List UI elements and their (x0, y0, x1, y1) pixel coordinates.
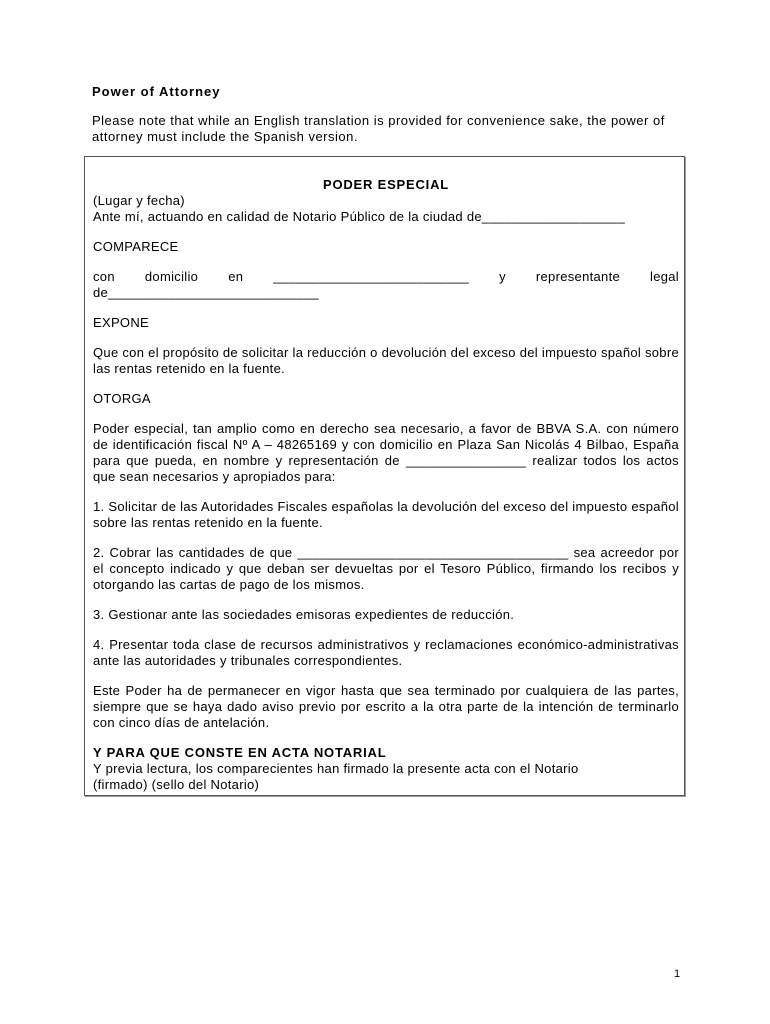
poder-especial-form (84, 156, 685, 796)
representante-word: representante (535, 269, 621, 284)
page-number: 1 (674, 968, 681, 980)
previa-lectura-line: Y previa lectura, los comparecientes han firmado la presente acta con el Notario (93, 761, 579, 776)
ante-notario-line: Ante mí, actuando en calidad de Notario Público de la ciudad de___________________ (93, 209, 625, 224)
domicilio-blank: __________________________ (273, 269, 470, 284)
vigencia-paragraph: Este Poder ha de permanecer en vigor hasta que sea terminado por cualquiera de las partes, siempre que se haya dado aviso previo por escrito a la otra parte de la intención de terminarlo con cinco días de antelación. (93, 683, 679, 730)
representante-blank-line: de____________________________ (93, 285, 319, 300)
y-word: y (499, 269, 506, 284)
document-title: Power of Attorney (92, 84, 221, 99)
lugar-fecha: (Lugar y fecha) (93, 193, 185, 208)
legal-word: legal (650, 269, 679, 284)
list-item-3: 3. Gestionar ante las sociedades emisoras expedientes de reducción. (93, 607, 515, 622)
domicilio-word: domicilio (144, 269, 199, 284)
intro-note: Please note that while an English translation is provided for convenience sake, the power of attorney must include the Spanish version. (92, 113, 665, 144)
list-item-4: 4. Presentar toda clase de recursos administrativos y reclamaciones económico-administrativas ante las autoridades y tribunales correspondientes. (93, 637, 679, 668)
list-item-1: 1. Solicitar de las Autoridades Fiscales españolas la devolución del exceso del impuesto español sobre las rentas retenido en la fuente. (93, 499, 679, 530)
firma-sello-line: (firmado) (sello del Notario) (93, 777, 260, 792)
comparece-heading: COMPARECE (93, 239, 179, 254)
otorga-heading: OTORGA (93, 391, 151, 406)
expone-paragraph: Que con el propósito de solicitar la reducción o devolución del exceso del impuesto spañol sobre las rentas retenido en la fuente. (93, 345, 679, 376)
con-word: con (93, 269, 115, 284)
domicilio-line (93, 269, 679, 285)
list-item-2: 2. Cobrar las cantidades de que ____________________________________ sea acreedor por el concepto indicado y que deban ser devueltas por el Tesoro Público, firmando los recibos y otorgando las cartas de pago de los mismos. (93, 545, 679, 592)
conste-heading: Y PARA QUE CONSTE EN ACTA NOTARIAL (93, 745, 387, 760)
en-word: en (228, 269, 244, 284)
form-heading: PODER ESPECIAL (322, 177, 450, 192)
expone-heading: EXPONE (93, 315, 149, 330)
poder-paragraph: Poder especial, tan amplio como en derecho sea necesario, a favor de BBVA S.A. con número de identificación fiscal Nº A – 48265169 y con domicilio en Plaza San Nicolás 4 Bilbao, España para que pueda, en nombre y representación de ________________ realizar todos los actos que sean necesarios y apropiados para: (93, 421, 679, 484)
